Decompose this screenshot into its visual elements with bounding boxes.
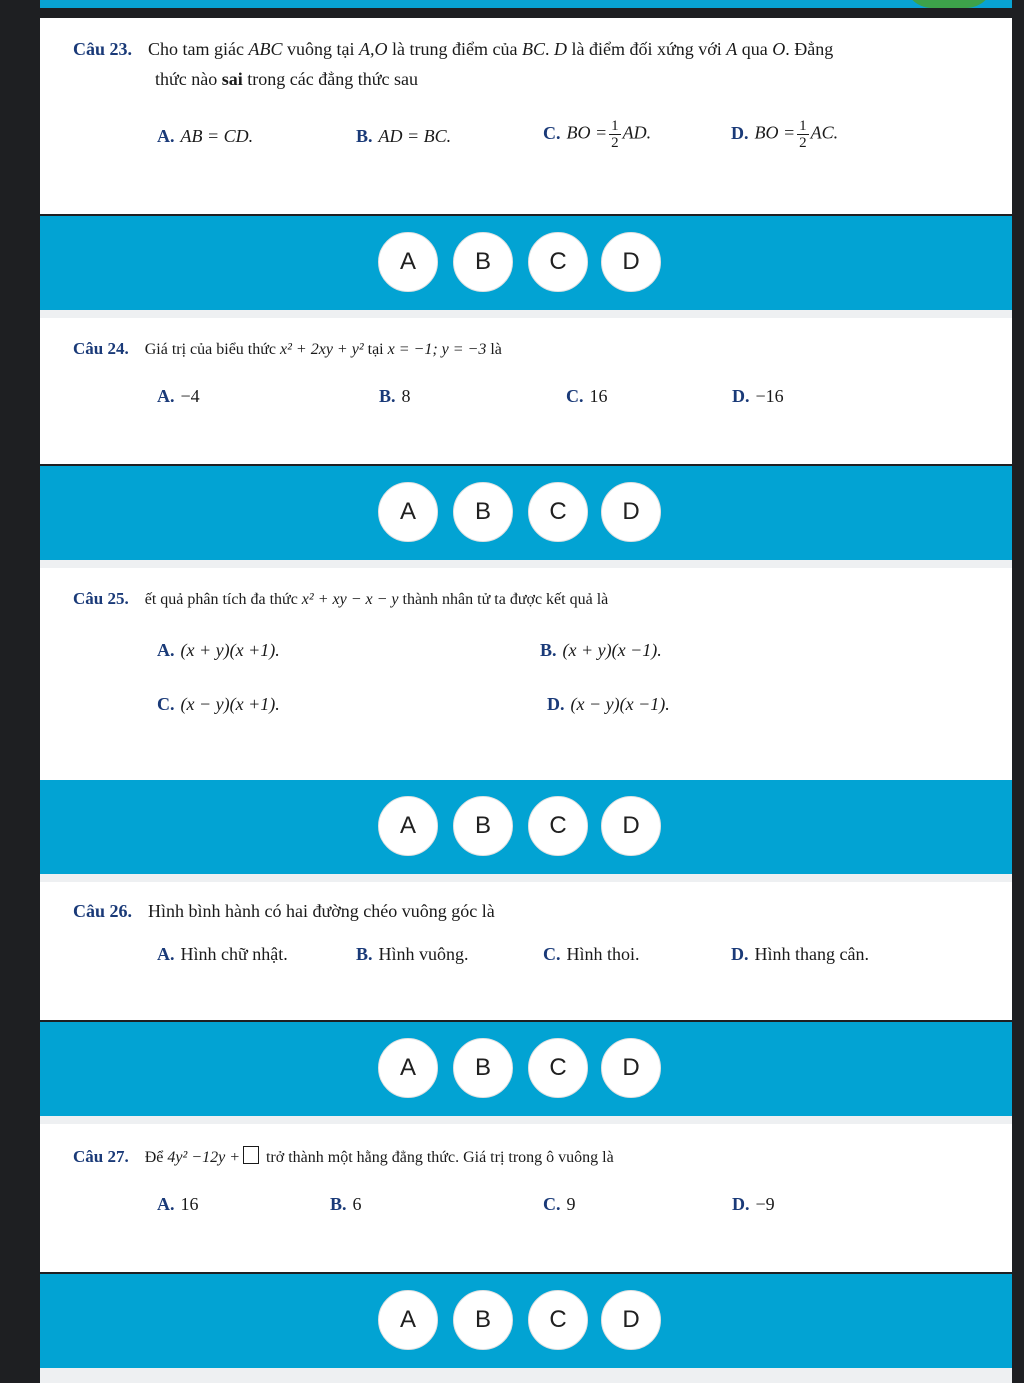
answer-band-24 — [40, 466, 1012, 560]
answer-button-b[interactable]: B — [453, 796, 513, 856]
question-number: Câu 23. — [73, 39, 133, 59]
option-b: B. 8 — [379, 386, 411, 406]
question-card-27 — [40, 1124, 1012, 1272]
answer-button-c[interactable]: C — [528, 232, 588, 292]
question-card-26 — [40, 882, 1012, 1020]
answer-button-a[interactable]: A — [378, 796, 438, 856]
option-c: C. 16 — [566, 386, 608, 406]
question-text-line2: thức nào sai trong các đẳng thức sau — [155, 69, 418, 89]
option-d: D. BO = $\frac{1}{2}$ AC. — [731, 118, 839, 151]
option-d: D. (x − y)(x −1). — [547, 694, 670, 714]
separator — [40, 1368, 1012, 1383]
option-a: A. 16 — [157, 1194, 199, 1214]
separator — [40, 560, 1012, 568]
option-d: D. Hình thang cân. — [731, 944, 869, 964]
separator — [40, 1116, 1012, 1124]
question-card-25 — [40, 568, 1012, 780]
answer-button-a[interactable]: A — [378, 482, 438, 542]
question-number: Câu 27. — [73, 1147, 129, 1166]
question-text: Câu 24. Giá trị của biểu thức x² + 2xy + y² tại x = −1; y = −3 là — [73, 339, 502, 358]
option-c: C. 9 — [543, 1194, 576, 1214]
option-c: C. (x − y)(x +1). — [157, 694, 280, 714]
answer-button-d[interactable]: D — [601, 796, 661, 856]
separator — [40, 874, 1012, 882]
top-accent-bar — [40, 0, 1012, 8]
answer-button-c[interactable]: C — [528, 482, 588, 542]
answer-button-d[interactable]: D — [601, 1038, 661, 1098]
option-c: C. Hình thoi. — [543, 944, 640, 964]
answer-button-b[interactable]: B — [453, 482, 513, 542]
option-d: D. −9 — [732, 1194, 775, 1214]
option-c: C. BO = $\frac{1}{2}$ AD. — [543, 118, 652, 151]
answer-button-d[interactable]: D — [601, 232, 661, 292]
answer-button-c[interactable]: C — [528, 1290, 588, 1350]
question-text: Câu 25. ết quả phân tích đa thức x² + xy − x − y thành nhân tử ta được kết quả là — [73, 589, 609, 608]
option-a: A. Hình chữ nhật. — [157, 944, 288, 964]
answer-button-a[interactable]: A — [378, 1290, 438, 1350]
blank-square-icon — [243, 1146, 259, 1164]
question-number: Câu 25. — [73, 589, 129, 608]
answer-button-d[interactable]: D — [601, 1290, 661, 1350]
question-number: Câu 26. — [73, 901, 133, 921]
question-text: Câu 26. Hình bình hành có hai đường chéo vuông góc là — [73, 901, 495, 921]
option-a: A. (x + y)(x +1). — [157, 640, 280, 660]
answer-button-d[interactable]: D — [601, 482, 661, 542]
answer-button-c[interactable]: C — [528, 1038, 588, 1098]
answer-button-c[interactable]: C — [528, 796, 588, 856]
answer-button-a[interactable]: A — [378, 1038, 438, 1098]
answer-button-b[interactable]: B — [453, 1038, 513, 1098]
option-b: B. 6 — [330, 1194, 362, 1214]
question-card-23 — [40, 18, 1012, 214]
option-d: D. −16 — [732, 386, 784, 406]
option-a: A. −4 — [157, 386, 200, 406]
answer-band-27 — [40, 1274, 1012, 1368]
question-number: Câu 24. — [73, 339, 129, 358]
question-card-24 — [40, 318, 1012, 464]
question-text: Câu 27. Để 4y² −12y + trở thành một hằng đẳng thức. Giá trị trong ô vuông là — [73, 1147, 614, 1166]
option-b: B. AD = BC. — [356, 126, 452, 146]
option-b: B. Hình vuông. — [356, 944, 469, 964]
answer-button-a[interactable]: A — [378, 232, 438, 292]
answer-button-b[interactable]: B — [453, 1290, 513, 1350]
option-b: B. (x + y)(x −1). — [540, 640, 662, 660]
question-text: Câu 23. Cho tam giác ABC vuông tại A,O là trung điểm của BC. D là điểm đối xứng với A qua O. Đẳng — [73, 39, 834, 59]
answer-band-26 — [40, 1022, 1012, 1116]
answer-band-23 — [40, 216, 1012, 310]
option-a: A. AB = CD. — [157, 126, 254, 146]
separator — [40, 310, 1012, 318]
answer-button-b[interactable]: B — [453, 232, 513, 292]
answer-band-25 — [40, 780, 1012, 874]
